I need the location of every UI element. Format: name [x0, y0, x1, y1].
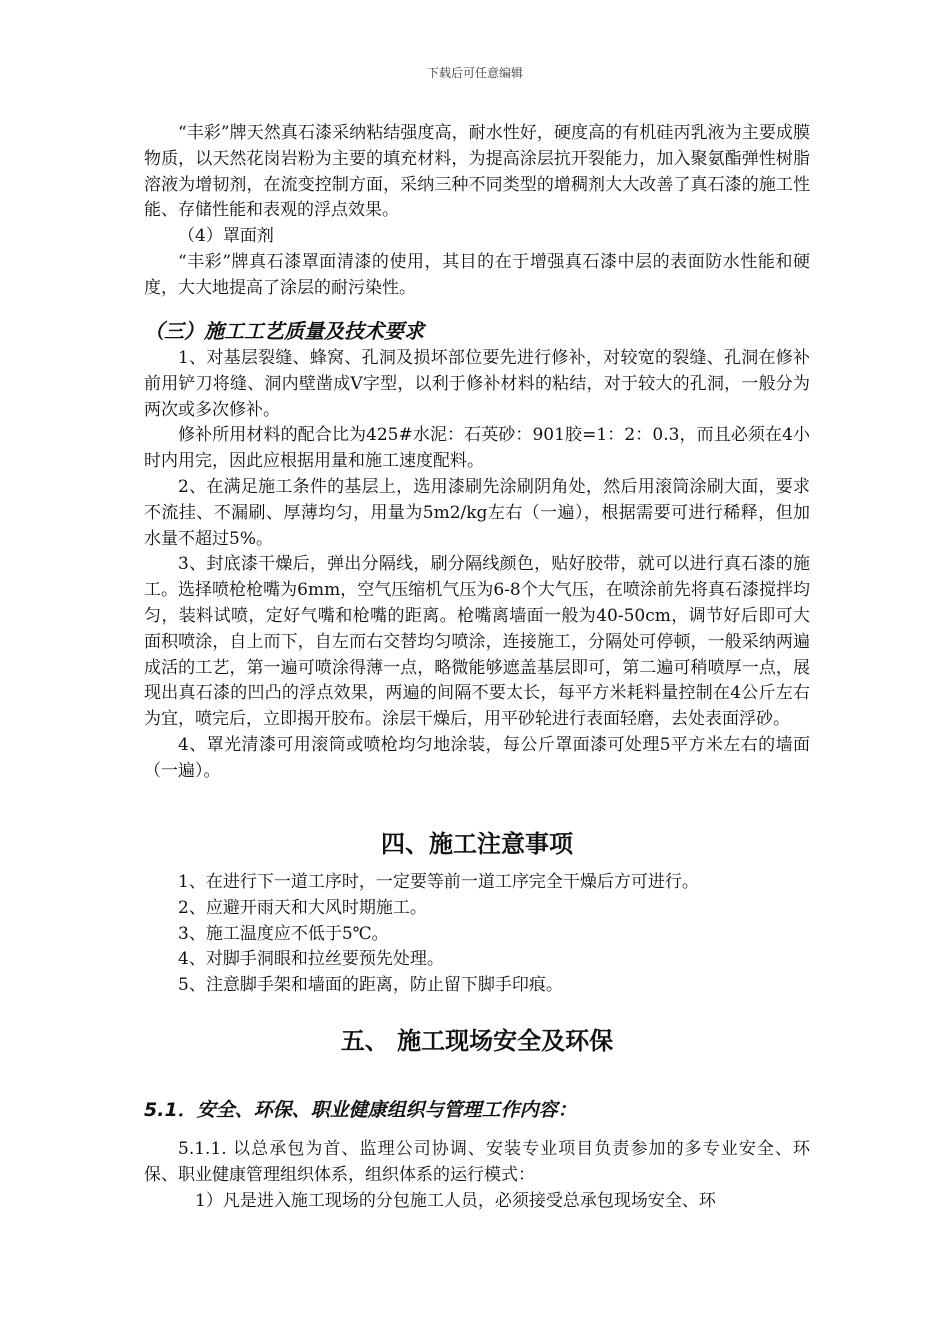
section-5-body [144, 1137, 810, 1214]
list-item: 2、应避开雨天和大风时期施工。 [178, 897, 427, 918]
page-header: 下载后可任意编辑 [426, 66, 523, 80]
intro-paragraph-2: “丰彩”牌真石漆罩面清漆的使用，其目的在于增强真石漆中层的表面防水性能和硬度，大大地提高了涂层的耐污染性。 [144, 251, 810, 298]
section-5-paragraph: 5.1.1. 以总承包为首、监理公司协调、安装专业项目负责参加的多专业安全、环保、职业健康管理组织体系，组织体系的运行模式： [144, 1139, 810, 1185]
list-item: 4、对脚手洞眼和拉丝要预先处理。 [178, 949, 444, 970]
section-3-paragraph: 1、对基层裂缝、蜂窝、孔洞及损坏部位要先进行修补，对较宽的裂缝、孔洞在修补前用铲刀将缝、洞内壁凿成V字型，以利于修补材料的粘结，对于较大的孔洞，一般分为两次或多次修补。 [144, 348, 810, 420]
list-item: 5、注意脚手架和墙面的距离，防止留下脚手印痕。 [178, 975, 563, 996]
intro-paragraph-1: “丰彩”牌天然真石漆采纳粘结强度高，耐水性好，硬度高的有机硅丙乳液为主要成膜物质，以天然花岗岩粉为主要的填充材料，为提高涂层抗开裂能力，加入聚氨酯弹性树脂溶液为增韧剂，在流变控制方面，采纳三种不同类型的增稠剂大大改善了真石漆的施工性能、存储性能和表观的浮点效果。 [144, 123, 810, 221]
section-3-paragraph: 修补所用材料的配合比为425#水泥：石英砂：901胶=1：2：0.3，而且必须在4小时内用完，因此应根据用量和施工速度配料。 [144, 425, 810, 472]
section-3-body [144, 346, 810, 785]
list-item: 1、在进行下一道工序时，一定要等前一道工序完全干燥后方可进行。 [178, 872, 699, 892]
section-5-paragraph: 1）凡是进入施工现场的分包施工人员，必须接受总承包现场安全、环 [195, 1190, 716, 1211]
section-5-1-heading: 5.1．安全、环保、职业健康组织与管理工作内容： [144, 1099, 577, 1121]
section-4-list [144, 870, 810, 999]
section-4-heading: 四、施工注意事项 [381, 830, 573, 858]
list-item: 3、施工温度应不低于5℃。 [178, 923, 389, 944]
intro-block [144, 121, 810, 302]
section-5-heading: 五、 施工现场安全及环保 [340, 1027, 614, 1055]
section-3-paragraph: 4、罩光清漆可用滚筒或喷枪均匀地涂装，每公斤罩面漆可处理5平方米左右的墙面（一遍）。 [144, 734, 810, 781]
section-3-paragraph: 2、在满足施工条件的基层上，选用漆刷先涂刷阴角处，然后用滚筒涂刷大面，要求不流挂、不漏刷、厚薄均匀，用量为5m2/kg左右（一遍），根据需要可进行稀释，但加水量不超过5%。 [144, 476, 810, 549]
intro-subheading-topcoat: （4）罩面剂 [178, 226, 274, 247]
section-3-paragraph: 3、封底漆干燥后，弹出分隔线，刷分隔线颜色，贴好胶带，就可以进行真石漆的施工。选择喷枪枪嘴为6mm，空气压缩机气压为6-8个大气压，在喷涂前先将真石漆搅拌均匀，装料试喷，定好气嘴和枪嘴的距离。枪嘴离墙面一般为40-50cm，调节好后即可大面积喷涂，自上而下，自左而右交替均匀喷涂，连接施工，分隔处可停顿，一般采纳两遍成活的工艺，第一遍可喷涂得薄一点，略微能够遮盖基层即可，第二遍可稍喷厚一点，展现出真石漆的凹凸的浮点效果，两遍的间隔不要太长，每平方米耗料量控制在4公斤左右为宜，喷完后，立即揭开胶布。涂层干燥后，用平砂轮进行表面轻磨，去处表面浮砂。 [144, 554, 810, 730]
section-3-heading: （三）施工工艺质量及技术要求 [144, 319, 424, 343]
